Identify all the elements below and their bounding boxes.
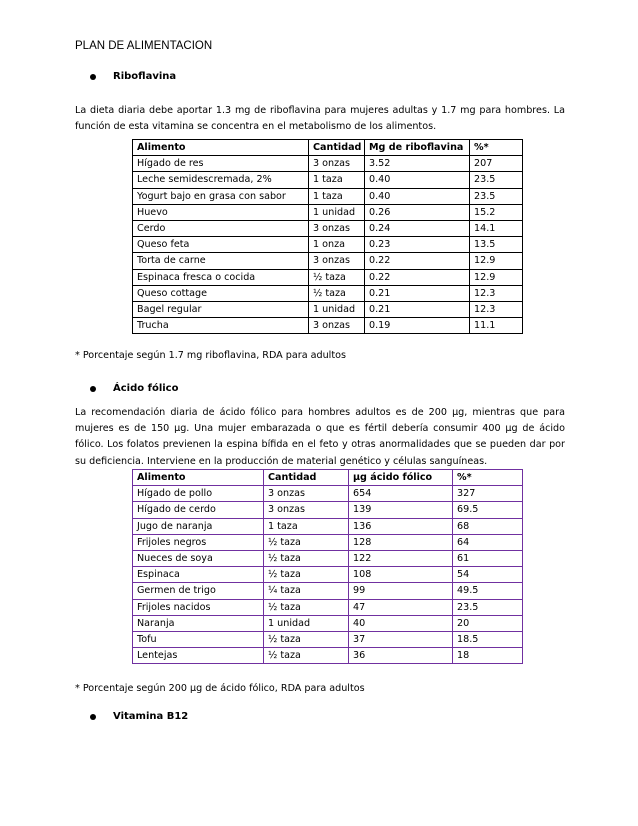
table-row — [133, 172, 523, 188]
table-cell: Hígado de pollo — [133, 486, 264, 502]
table-cell: 54 — [453, 567, 523, 583]
table-row — [133, 518, 523, 534]
table-cell: 12.9 — [470, 253, 523, 269]
table-cell: Queso cottage — [133, 285, 309, 301]
table-cell: 3.52 — [365, 156, 470, 172]
bullet-icon — [90, 74, 96, 80]
table-cell: 69.5 — [453, 502, 523, 518]
table-row — [133, 502, 523, 518]
table-cell: 3 onzas — [309, 253, 365, 269]
table-cell: 49.5 — [453, 583, 523, 599]
riboflavina-note: * Porcentaje según 1.7 mg riboflavina, RDA para adultos — [75, 350, 346, 361]
table-cell: Huevo — [133, 204, 309, 220]
table-cell: ½ taza — [264, 648, 349, 664]
table-row — [133, 599, 523, 615]
table-cell: 99 — [349, 583, 453, 599]
table-cell: 15.2 — [470, 204, 523, 220]
table-cell: 3 onzas — [309, 156, 365, 172]
riboflavina-table — [132, 139, 523, 334]
table-cell: 3 onzas — [264, 502, 349, 518]
table-cell: 14.1 — [470, 221, 523, 237]
table-cell: ½ taza — [264, 599, 349, 615]
table-cell: Bagel regular — [133, 302, 309, 318]
table-cell: Frijoles negros — [133, 534, 264, 550]
table-cell: Queso feta — [133, 237, 309, 253]
table-cell: 1 onza — [309, 237, 365, 253]
column-header: %* — [453, 470, 523, 486]
table-cell: 12.3 — [470, 302, 523, 318]
table-cell: ½ taza — [264, 632, 349, 648]
table-cell: Torta de carne — [133, 253, 309, 269]
table-row — [133, 318, 523, 334]
table-cell: 36 — [349, 648, 453, 664]
table-row — [133, 486, 523, 502]
table-cell: 3 onzas — [309, 318, 365, 334]
table-cell: 654 — [349, 486, 453, 502]
table-cell: ½ taza — [309, 285, 365, 301]
table-cell: 139 — [349, 502, 453, 518]
table-cell: 1 unidad — [309, 204, 365, 220]
table-cell: 128 — [349, 534, 453, 550]
table-cell: ½ taza — [309, 269, 365, 285]
table-row — [133, 221, 523, 237]
table-cell: 0.19 — [365, 318, 470, 334]
table-cell: Hígado de cerdo — [133, 502, 264, 518]
table-cell: Nueces de soya — [133, 551, 264, 567]
acido-folico-note: * Porcentaje según 200 µg de ácido fólico, RDA para adultos — [75, 683, 365, 694]
table-cell: 13.5 — [470, 237, 523, 253]
bullet-icon — [90, 386, 96, 392]
riboflavina-paragraph: La dieta diaria debe aportar 1.3 mg de riboflavina para mujeres adultas y 1.7 mg para hombres. La función de esta vitamina se concentra en el metabolismo de los alimentos. — [75, 105, 565, 133]
table-cell: 108 — [349, 567, 453, 583]
column-header: Mg de riboflavina — [365, 140, 470, 156]
table-cell: ½ taza — [264, 534, 349, 550]
acido-folico-table — [132, 469, 523, 664]
page-header-title: PLAN DE ALIMENTACION — [75, 40, 213, 52]
table-cell: 1 taza — [309, 172, 365, 188]
section-heading-acido-folico — [90, 383, 178, 394]
column-header: Alimento — [133, 470, 264, 486]
table-cell: 40 — [349, 615, 453, 631]
section-heading-vitamina-b12 — [90, 711, 188, 722]
table-row — [133, 253, 523, 269]
table-cell: 1 unidad — [309, 302, 365, 318]
table-cell: 37 — [349, 632, 453, 648]
table-cell: 18 — [453, 648, 523, 664]
table-cell: 23.5 — [453, 599, 523, 615]
table-cell: 0.40 — [365, 172, 470, 188]
table-cell: Trucha — [133, 318, 309, 334]
table-cell: 20 — [453, 615, 523, 631]
acido-folico-paragraph: La recomendación diaria de ácido fólico para hombres adultos es de 200 µg, mientras que para mujeres es de 150 µg. Una mujer embarazada o que es fértil debería consumir 400 µg de ácido fólico. Los folatos previenen la espina bífida en el feto y otras anormalidades que se pueden dar por su deficiencia. Interviene en la producción de material genético y células sanguíneas. — [75, 407, 565, 467]
table-header-row — [133, 470, 523, 486]
table-cell: 18.5 — [453, 632, 523, 648]
table-row — [133, 632, 523, 648]
table-cell: 23.5 — [470, 172, 523, 188]
table-cell: Lentejas — [133, 648, 264, 664]
table-cell: 0.22 — [365, 269, 470, 285]
table-row — [133, 204, 523, 220]
table-cell: Hígado de res — [133, 156, 309, 172]
heading-text: Riboflavina — [113, 71, 177, 82]
table-cell: Yogurt bajo en grasa con sabor — [133, 188, 309, 204]
table-cell: Germen de trigo — [133, 583, 264, 599]
table-cell: 0.40 — [365, 188, 470, 204]
column-header: Alimento — [133, 140, 309, 156]
table-cell: ½ taza — [264, 551, 349, 567]
table-cell: 3 onzas — [264, 486, 349, 502]
heading-text: Ácido fólico — [113, 383, 179, 394]
table-cell: 1 taza — [309, 188, 365, 204]
table-cell: 64 — [453, 534, 523, 550]
section-heading-riboflavina — [90, 71, 176, 82]
table-row — [133, 237, 523, 253]
table-cell: 68 — [453, 518, 523, 534]
column-header: %* — [470, 140, 523, 156]
table-row — [133, 156, 523, 172]
column-header: µg ácido fólico — [349, 470, 453, 486]
table-row — [133, 583, 523, 599]
table-cell: 0.23 — [365, 237, 470, 253]
table-cell: 12.9 — [470, 269, 523, 285]
table-cell: 1 taza — [264, 518, 349, 534]
table-cell: ½ taza — [264, 567, 349, 583]
table-row — [133, 302, 523, 318]
column-header: Cantidad — [264, 470, 349, 486]
table-cell: 207 — [470, 156, 523, 172]
table-cell: 0.22 — [365, 253, 470, 269]
table-cell: 136 — [349, 518, 453, 534]
table-header-row — [133, 140, 523, 156]
table-cell: Naranja — [133, 615, 264, 631]
table-cell: 11.1 — [470, 318, 523, 334]
table-cell: 23.5 — [470, 188, 523, 204]
table-cell: Espinaca fresca o cocida — [133, 269, 309, 285]
table-row — [133, 648, 523, 664]
table-cell: 3 onzas — [309, 221, 365, 237]
table-cell: 0.21 — [365, 302, 470, 318]
table-cell: 12.3 — [470, 285, 523, 301]
table-cell: 61 — [453, 551, 523, 567]
table-cell: ¼ taza — [264, 583, 349, 599]
table-row — [133, 551, 523, 567]
table-cell: 327 — [453, 486, 523, 502]
column-header: Cantidad — [309, 140, 365, 156]
table-cell: 1 unidad — [264, 615, 349, 631]
table-cell: 0.26 — [365, 204, 470, 220]
table-row — [133, 188, 523, 204]
table-cell: 47 — [349, 599, 453, 615]
table-cell: Tofu — [133, 632, 264, 648]
table-cell: Frijoles nacidos — [133, 599, 264, 615]
heading-text: Vitamina B12 — [113, 711, 189, 722]
bullet-icon — [90, 714, 96, 720]
table-row — [133, 615, 523, 631]
table-cell: Cerdo — [133, 221, 309, 237]
table-row — [133, 269, 523, 285]
table-row — [133, 567, 523, 583]
table-cell: Espinaca — [133, 567, 264, 583]
table-row — [133, 285, 523, 301]
table-row — [133, 534, 523, 550]
table-cell: 0.21 — [365, 285, 470, 301]
table-cell: 0.24 — [365, 221, 470, 237]
table-cell: Leche semidescremada, 2% — [133, 172, 309, 188]
table-cell: Jugo de naranja — [133, 518, 264, 534]
table-cell: 122 — [349, 551, 453, 567]
